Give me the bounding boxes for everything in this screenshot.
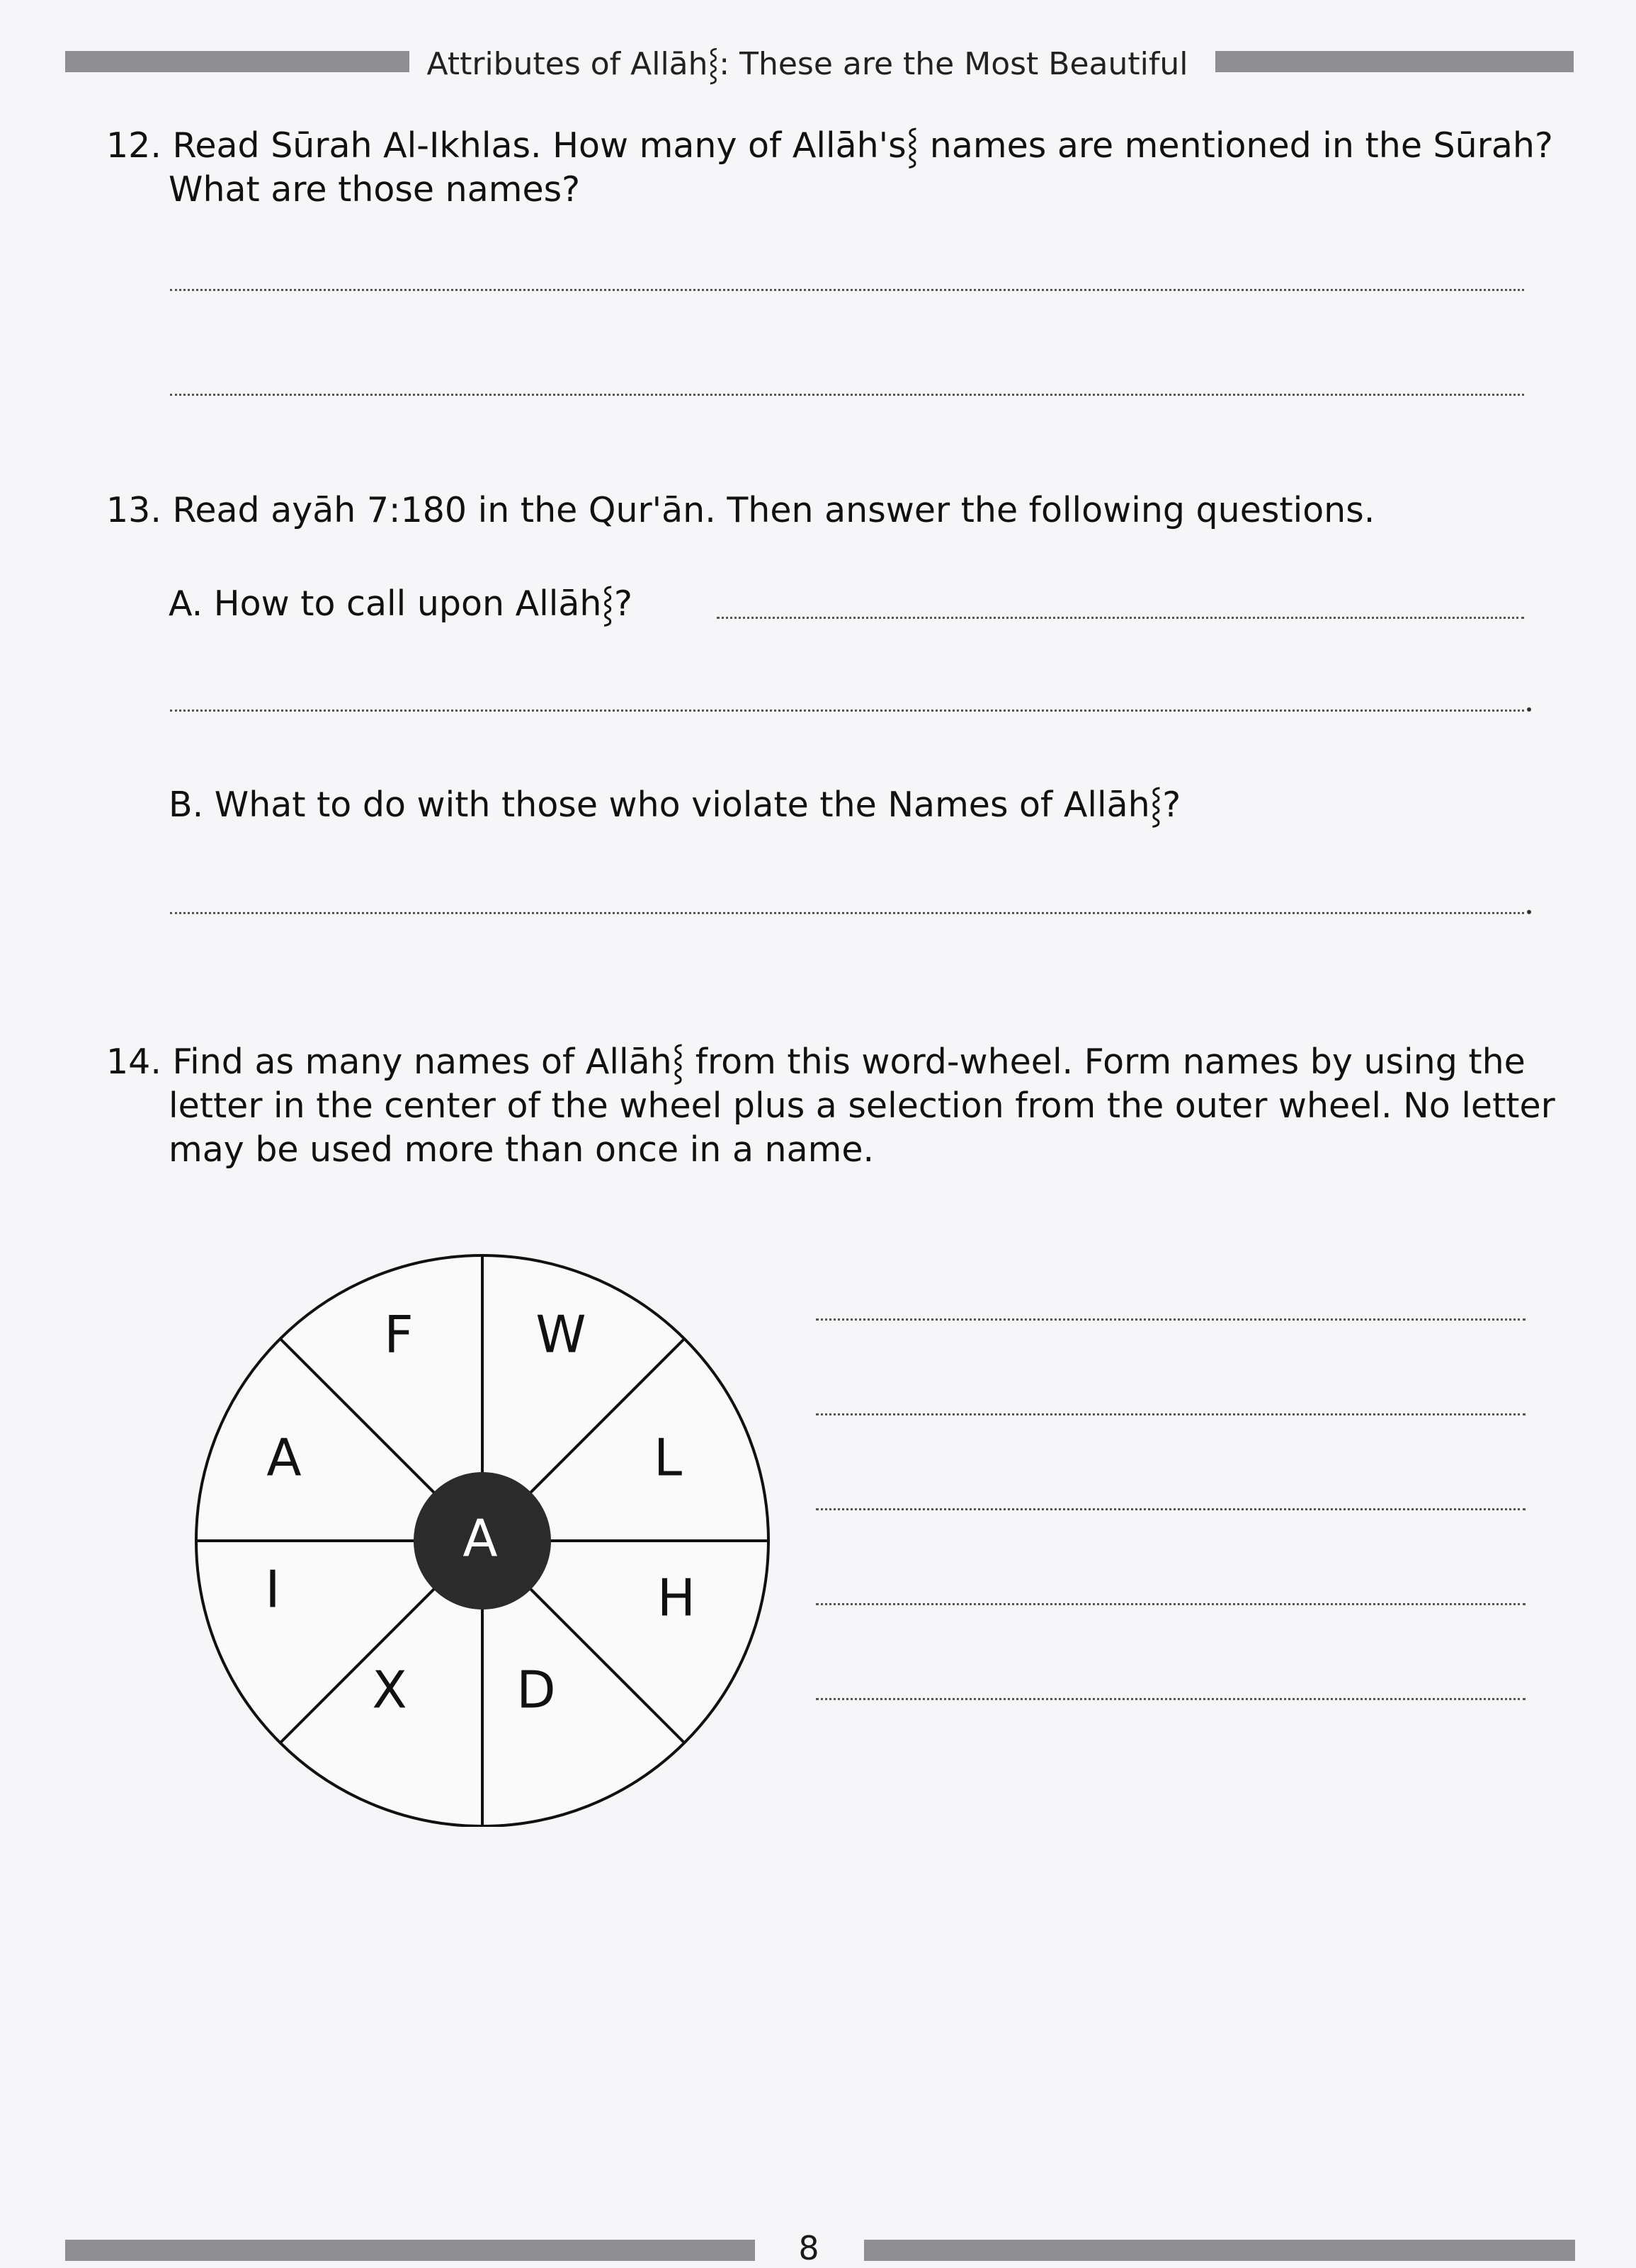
question-13-part-a: A. How to call upon Allāh⸾?	[169, 583, 632, 624]
question-13-stem: 13. Read ayāh 7:180 in the Qur'ān. Then answer the following questions.	[106, 490, 1375, 530]
header-title: Attributes of Allāh⸾: These are the Most Beautiful	[426, 46, 1188, 82]
wheel-center-letter: A	[462, 1508, 498, 1568]
wheel-letter-3: L	[653, 1428, 683, 1488]
wheel-letter-5: D	[516, 1660, 556, 1720]
wheel-answer-line-3[interactable]	[816, 1508, 1526, 1510]
word-wheel	[191, 1246, 786, 1827]
wheel-answer-line-1[interactable]	[816, 1318, 1526, 1321]
question-14-line3: may be used more than once in a name.	[169, 1129, 875, 1170]
header-bar-right	[1215, 51, 1574, 72]
answer-line-13b[interactable]	[170, 912, 1524, 914]
wheel-graphic	[196, 1255, 768, 1826]
wheel-letter-4: H	[657, 1568, 696, 1628]
footer-bar-right	[864, 2240, 1575, 2261]
header-bar-left	[65, 51, 409, 72]
end-mark-13b	[1527, 910, 1531, 914]
footer-bar-left	[65, 2240, 755, 2261]
wheel-answer-line-2[interactable]	[816, 1413, 1526, 1415]
wheel-letter-7: I	[265, 1559, 280, 1619]
answer-line-12b[interactable]	[170, 394, 1524, 396]
page-number: 8	[798, 2229, 819, 2267]
question-12-line2: What are those names?	[169, 169, 581, 210]
answer-line-13a-inline[interactable]	[717, 617, 1524, 619]
question-14-line1: 14. Find as many names of Allāh⸾ from this word-wheel. Form names by using the	[106, 1042, 1526, 1082]
end-mark-13a	[1527, 707, 1531, 712]
wheel-letter-6: X	[372, 1660, 407, 1720]
question-13-part-b: B. What to do with those who violate the Names of Allāh⸾?	[169, 785, 1181, 825]
wheel-letter-8: A	[266, 1428, 302, 1488]
wheel-answer-line-4[interactable]	[816, 1603, 1526, 1605]
answer-line-13a[interactable]	[170, 710, 1524, 712]
question-12-line1: 12. Read Sūrah Al-Ikhlas. How many of Allāh's⸾ names are mentioned in the Sūrah?	[106, 125, 1553, 166]
answer-line-12a[interactable]	[170, 289, 1524, 291]
question-14-line2: letter in the center of the wheel plus a selection from the outer wheel. No letter	[169, 1085, 1555, 1126]
wheel-letter-1: F	[384, 1304, 414, 1364]
wheel-answer-line-5[interactable]	[816, 1698, 1526, 1700]
wheel-letter-2: W	[535, 1304, 586, 1364]
